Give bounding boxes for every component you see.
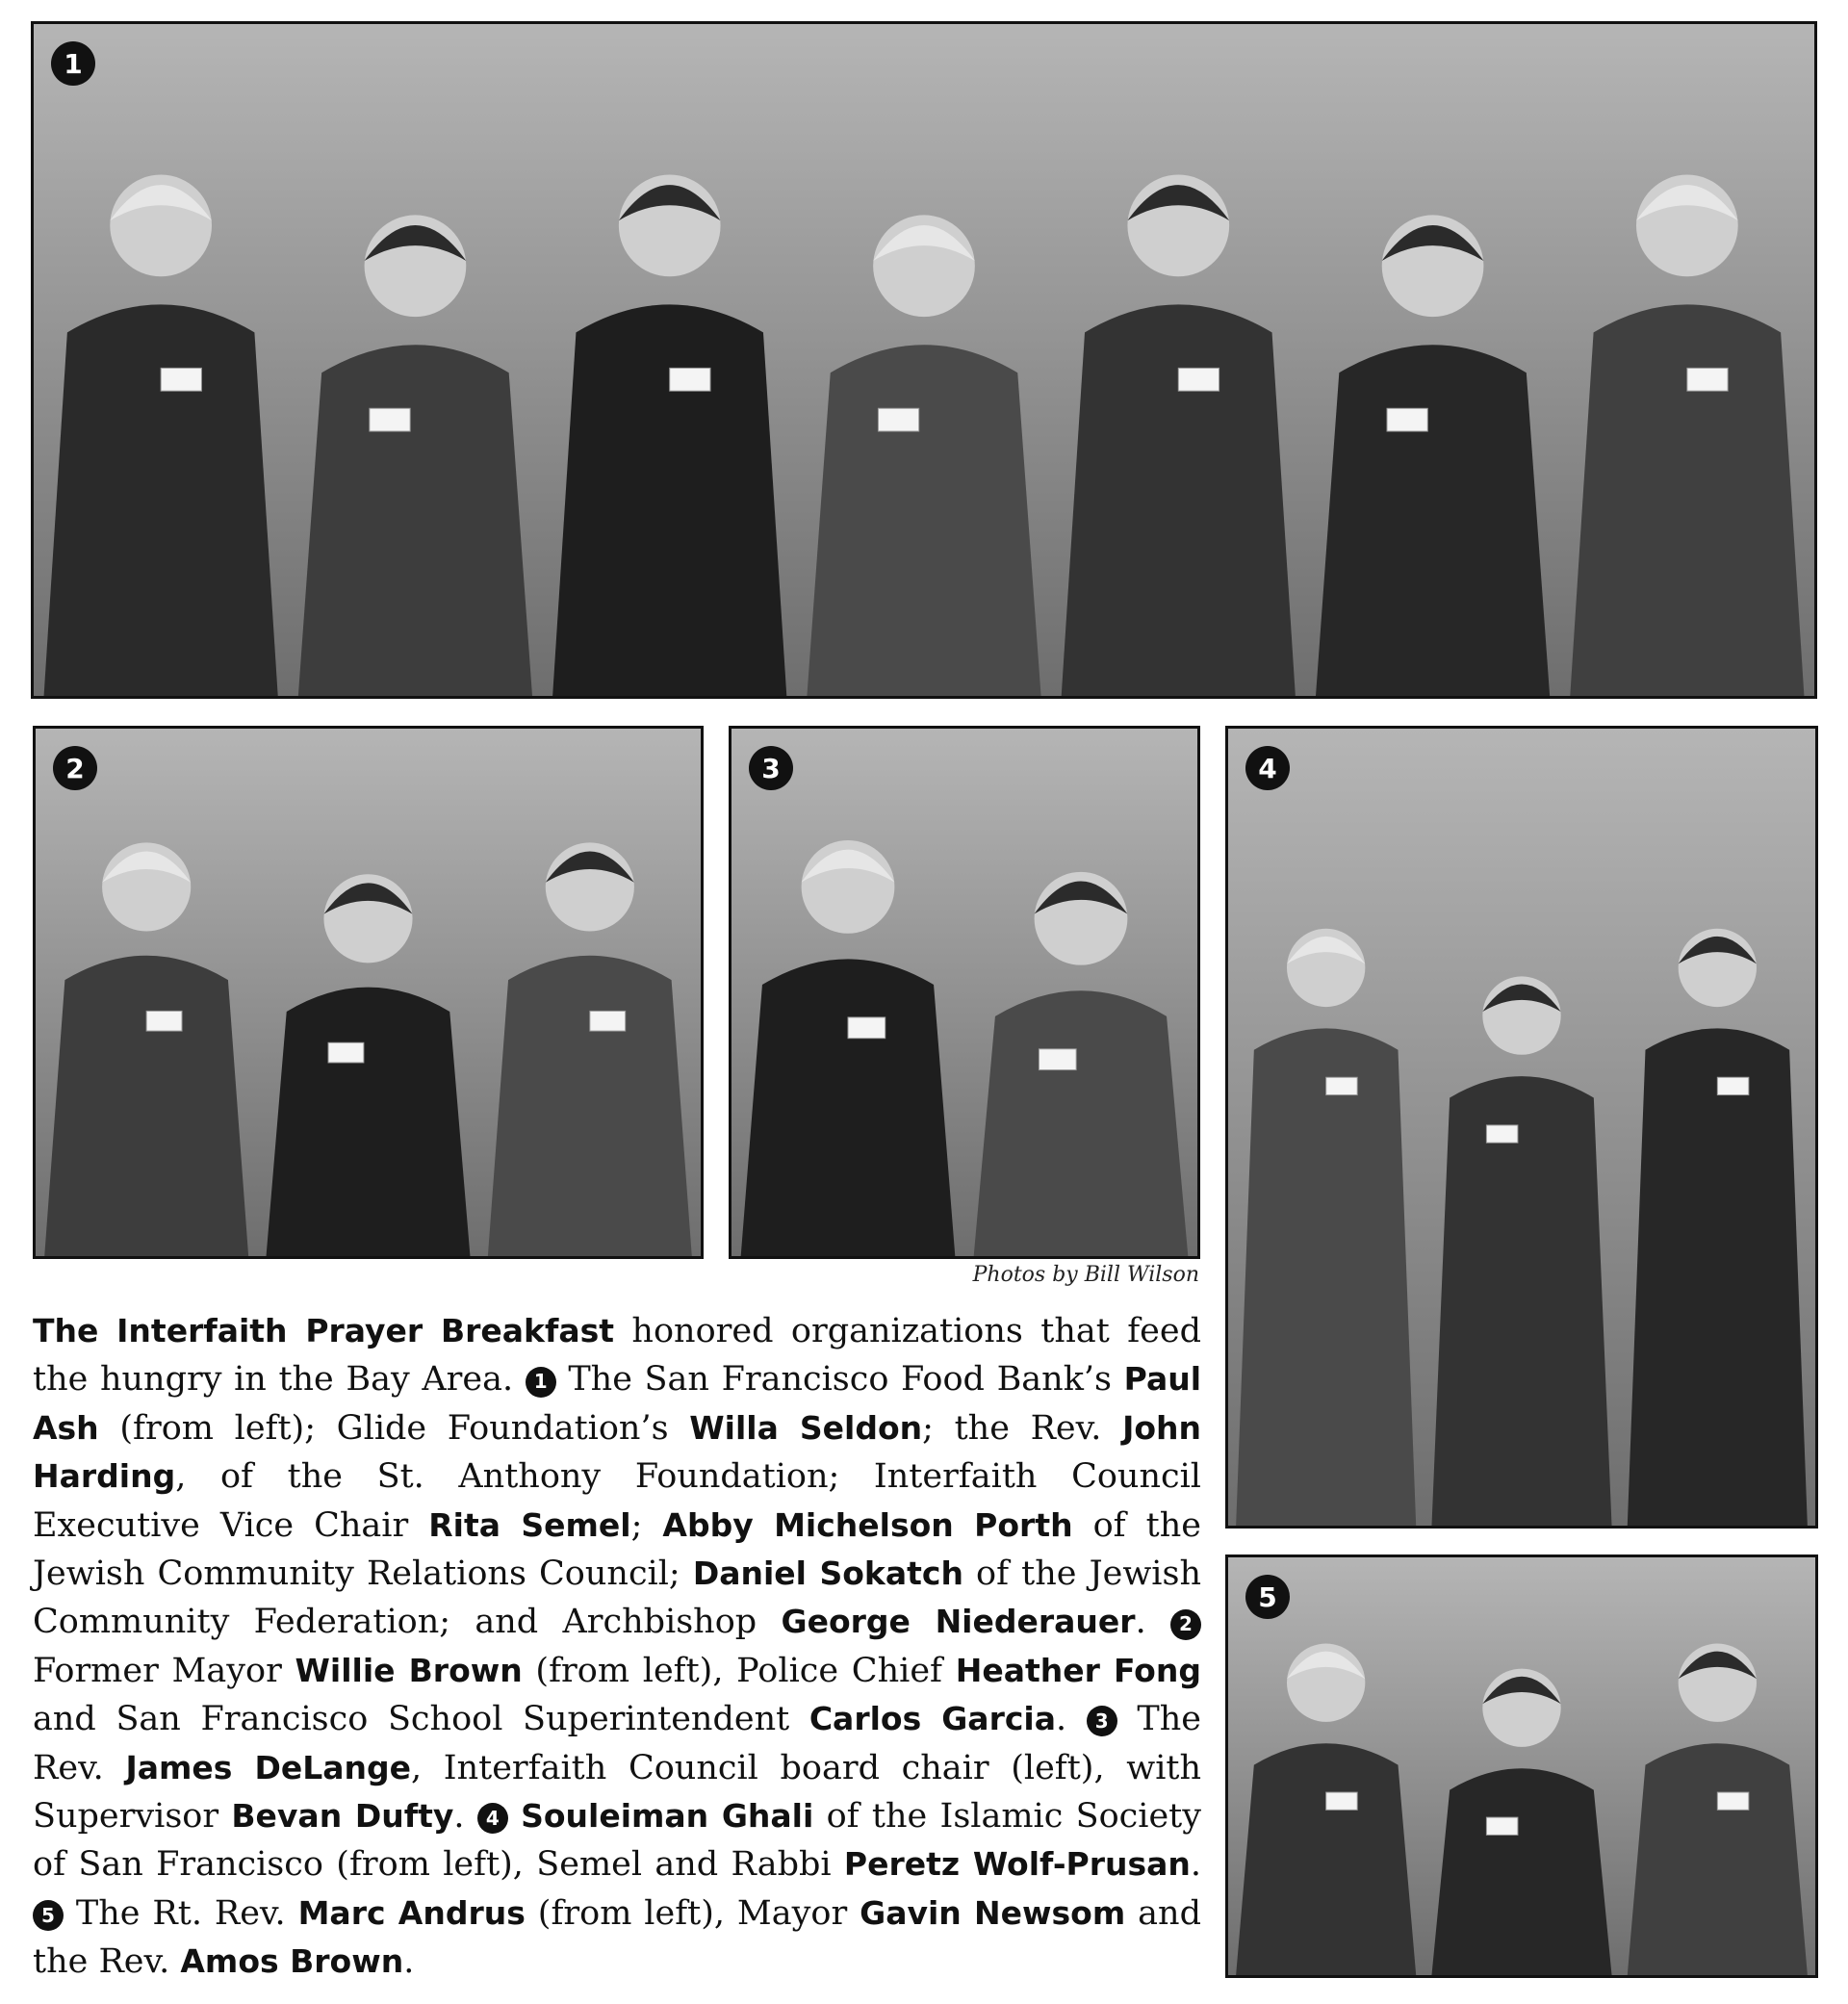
caption-text: .	[403, 1942, 415, 1982]
photo-number-badge: 2	[53, 746, 97, 790]
photo-4	[1225, 726, 1818, 1529]
caption-number-badge: 3	[1087, 1706, 1117, 1736]
person-name: James DeLange	[125, 1748, 412, 1786]
caption-text: .	[1135, 1603, 1170, 1642]
caption-text: honored organizations that feed the hungry in the Bay Area.	[33, 1312, 1201, 1400]
photo-4-image	[1228, 729, 1815, 1526]
photo-2-image	[36, 729, 701, 1256]
photo-2	[33, 726, 704, 1259]
caption-text: .	[453, 1797, 477, 1837]
caption-text: The San Francisco Food Bank’s	[555, 1360, 1124, 1400]
person-name: Amos Brown	[180, 1942, 404, 1981]
person-name: Abby Michelson Porth	[662, 1505, 1073, 1544]
caption-text: and San Francisco School Superintendent	[33, 1700, 809, 1739]
photo-3	[729, 726, 1200, 1259]
caption-text: Former Mayor	[33, 1651, 295, 1690]
photo-5-image	[1228, 1557, 1815, 1975]
caption-number-badge: 5	[33, 1900, 64, 1931]
person-name: Peretz Wolf-Prusan	[843, 1845, 1191, 1884]
person-name: George Niederauer	[781, 1603, 1136, 1641]
caption-text: .	[1190, 1845, 1202, 1885]
photo-1-image	[34, 24, 1814, 696]
caption-text: , of the St. Anthony Foundation; Interfaith Council Executive Vice Chair	[33, 1457, 1201, 1545]
person-name: Bevan Dufty	[231, 1797, 454, 1836]
person-name: Paul Ash	[33, 1360, 1202, 1447]
caption-text: of the Jewish Community Relations Council;	[33, 1505, 1201, 1594]
person-name: Willie Brown	[295, 1651, 523, 1689]
caption-text: (from left); Glide Foundation’s	[98, 1408, 690, 1448]
person-name: Gavin Newsom	[860, 1893, 1126, 1932]
caption-text: and the Rev.	[33, 1893, 1201, 1982]
caption-text: (from left), Mayor	[525, 1893, 860, 1933]
caption-number-badge: 4	[477, 1803, 508, 1834]
person-name: Willa Seldon	[689, 1408, 923, 1447]
photo-3-image	[732, 729, 1197, 1256]
person-name: Heather Fong	[955, 1651, 1201, 1689]
caption-text: , Interfaith Council board chair (left), with Supervisor	[33, 1748, 1202, 1837]
person-name: Carlos Garcia	[808, 1700, 1056, 1738]
caption-text: The Rt. Rev.	[64, 1893, 298, 1933]
photo-number-badge: 3	[749, 746, 793, 790]
photo-number-badge: 5	[1245, 1575, 1290, 1619]
photo-credit: Photos by Bill Wilson	[972, 1263, 1199, 1287]
caption-text: The Rev.	[33, 1700, 1201, 1787]
photo-5	[1225, 1554, 1818, 1978]
caption-text: ; the Rev.	[922, 1408, 1123, 1448]
person-name: Marc Andrus	[297, 1893, 526, 1932]
photo-number-badge: 4	[1245, 746, 1290, 790]
caption-text: (from left), Police Chief	[522, 1651, 956, 1690]
caption-text: .	[1055, 1700, 1087, 1739]
photo-caption	[33, 1307, 1201, 1987]
photo-number-badge: 1	[51, 41, 95, 86]
caption-number-badge: 2	[1170, 1609, 1201, 1640]
caption-text	[508, 1797, 521, 1836]
person-name: Souleiman Ghali	[521, 1797, 814, 1836]
caption-text: ;	[630, 1505, 663, 1545]
caption-text: of the Islamic Society of San Francisco (from left), Semel and Rabbi	[33, 1797, 1201, 1885]
caption-text: of the Jewish Community Federation; and Archbishop	[33, 1554, 1201, 1642]
person-name: John Harding	[33, 1408, 1201, 1496]
person-name: Daniel Sokatch	[692, 1554, 963, 1593]
person-name: Rita Semel	[428, 1505, 631, 1544]
event-name: The Interfaith Prayer Breakfast	[33, 1312, 615, 1349]
caption-number-badge: 1	[526, 1367, 556, 1398]
photo-1	[31, 21, 1817, 699]
